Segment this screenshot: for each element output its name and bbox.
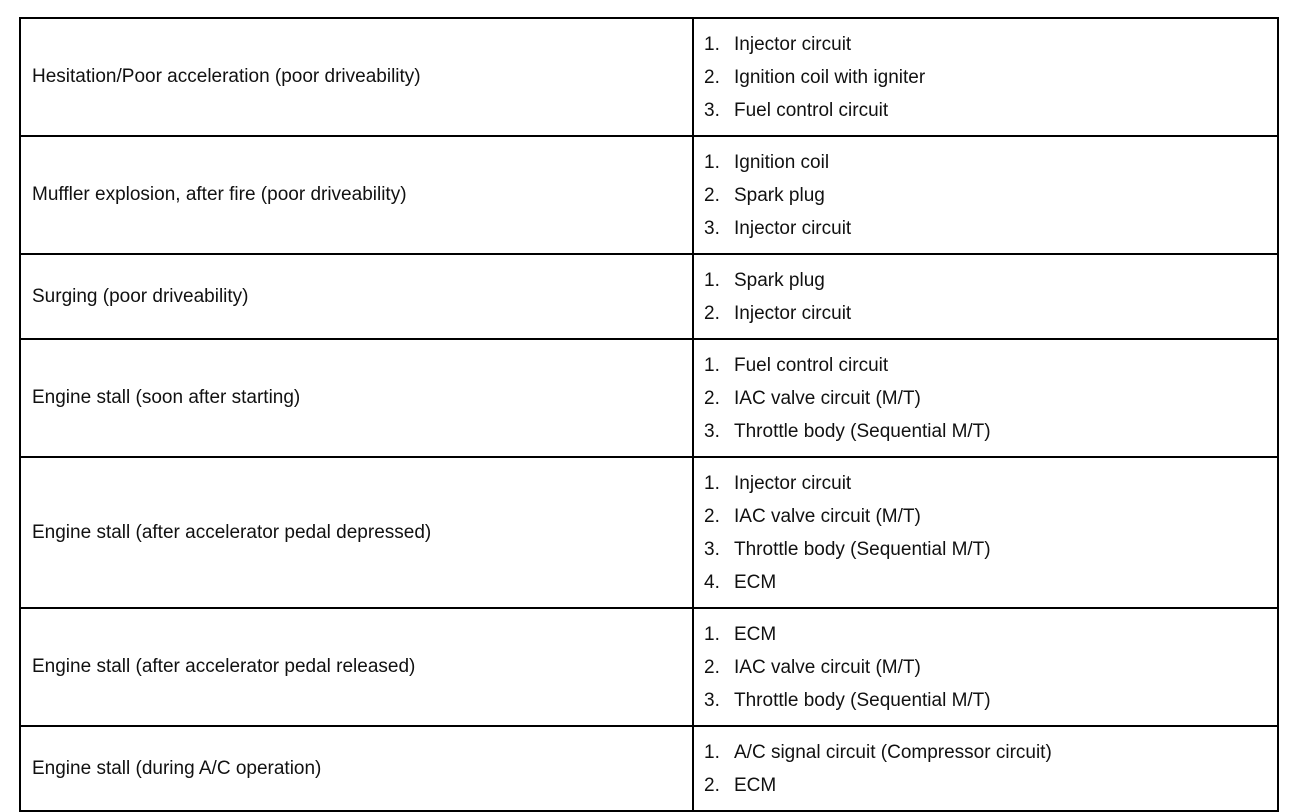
cause-list	[704, 340, 1277, 456]
symptom-cell: Surging (poor driveability)	[20, 254, 693, 339]
causes-cell	[693, 726, 1278, 811]
cause-list	[704, 458, 1277, 607]
cause-item	[704, 382, 1277, 415]
cause-number: 3.	[704, 100, 720, 121]
cause-item	[704, 94, 1277, 127]
causes-cell	[693, 18, 1278, 136]
causes-cell	[693, 136, 1278, 254]
cause-number: 3.	[704, 218, 720, 239]
cause-text: Fuel control circuit	[734, 355, 889, 376]
cause-number: 2.	[704, 388, 720, 409]
cause-item	[704, 146, 1277, 179]
cause-text: IAC valve circuit (M/T)	[734, 506, 921, 527]
cause-text: Injector circuit	[734, 303, 852, 324]
cause-item	[704, 618, 1277, 651]
cause-text: Spark plug	[734, 270, 825, 291]
cause-number: 1.	[704, 355, 720, 376]
cause-text: ECM	[734, 624, 777, 645]
causes-cell	[693, 254, 1278, 339]
cause-text: Ignition coil with igniter	[734, 67, 926, 88]
cause-number: 2.	[704, 657, 720, 678]
symptom-cell: Engine stall (after accelerator pedal released)	[20, 608, 693, 726]
symptom-cell: Engine stall (soon after starting)	[20, 339, 693, 457]
cause-item	[704, 349, 1277, 382]
symptom-cell: Engine stall (after accelerator pedal depressed)	[20, 457, 693, 608]
cause-number: 1.	[704, 473, 720, 494]
cause-text: ECM	[734, 572, 777, 593]
causes-cell	[693, 457, 1278, 608]
cause-text: Fuel control circuit	[734, 100, 889, 121]
cause-number: 1.	[704, 624, 720, 645]
cause-list	[704, 609, 1277, 725]
cause-item	[704, 684, 1277, 717]
cause-number: 1.	[704, 152, 720, 173]
causes-cell	[693, 608, 1278, 726]
symptom-cell: Muffler explosion, after fire (poor driveability)	[20, 136, 693, 254]
cause-number: 4.	[704, 572, 720, 593]
cause-text: Throttle body (Sequential M/T)	[734, 539, 991, 560]
table-row	[20, 254, 1278, 339]
cause-text: IAC valve circuit (M/T)	[734, 657, 921, 678]
cause-text: Injector circuit	[734, 34, 852, 55]
cause-list	[704, 255, 1277, 338]
cause-text: Throttle body (Sequential M/T)	[734, 421, 991, 442]
cause-number: 2.	[704, 67, 720, 88]
cause-item	[704, 500, 1277, 533]
cause-list	[704, 727, 1277, 810]
table-row	[20, 136, 1278, 254]
symptom-cause-table	[19, 17, 1279, 812]
cause-item	[704, 61, 1277, 94]
cause-number: 1.	[704, 270, 720, 291]
causes-cell	[693, 339, 1278, 457]
cause-item	[704, 736, 1277, 769]
cause-item	[704, 651, 1277, 684]
cause-item	[704, 415, 1277, 448]
cause-item	[704, 28, 1277, 61]
cause-item	[704, 533, 1277, 566]
cause-item	[704, 566, 1277, 599]
table-row	[20, 608, 1278, 726]
symptom-cell: Engine stall (during A/C operation)	[20, 726, 693, 811]
cause-number: 2.	[704, 506, 720, 527]
cause-item	[704, 179, 1277, 212]
table-row	[20, 339, 1278, 457]
cause-number: 3.	[704, 539, 720, 560]
cause-number: 1.	[704, 742, 720, 763]
symptom-cell: Hesitation/Poor acceleration (poor driveability)	[20, 18, 693, 136]
cause-number: 3.	[704, 690, 720, 711]
cause-text: Spark plug	[734, 185, 825, 206]
cause-text: Injector circuit	[734, 473, 852, 494]
cause-text: ECM	[734, 775, 777, 796]
cause-text: Ignition coil	[734, 152, 830, 173]
table-row	[20, 457, 1278, 608]
cause-text: A/C signal circuit (Compressor circuit)	[734, 742, 1052, 763]
cause-text: IAC valve circuit (M/T)	[734, 388, 921, 409]
cause-number: 1.	[704, 34, 720, 55]
cause-number: 2.	[704, 303, 720, 324]
cause-item	[704, 212, 1277, 245]
cause-text: Injector circuit	[734, 218, 852, 239]
cause-text: Throttle body (Sequential M/T)	[734, 690, 991, 711]
cause-number: 3.	[704, 421, 720, 442]
cause-number: 2.	[704, 775, 720, 796]
table-row	[20, 726, 1278, 811]
cause-list	[704, 19, 1277, 135]
cause-item	[704, 467, 1277, 500]
cause-item	[704, 264, 1277, 297]
cause-number: 2.	[704, 185, 720, 206]
cause-item	[704, 297, 1277, 330]
table-row	[20, 18, 1278, 136]
cause-list	[704, 137, 1277, 253]
